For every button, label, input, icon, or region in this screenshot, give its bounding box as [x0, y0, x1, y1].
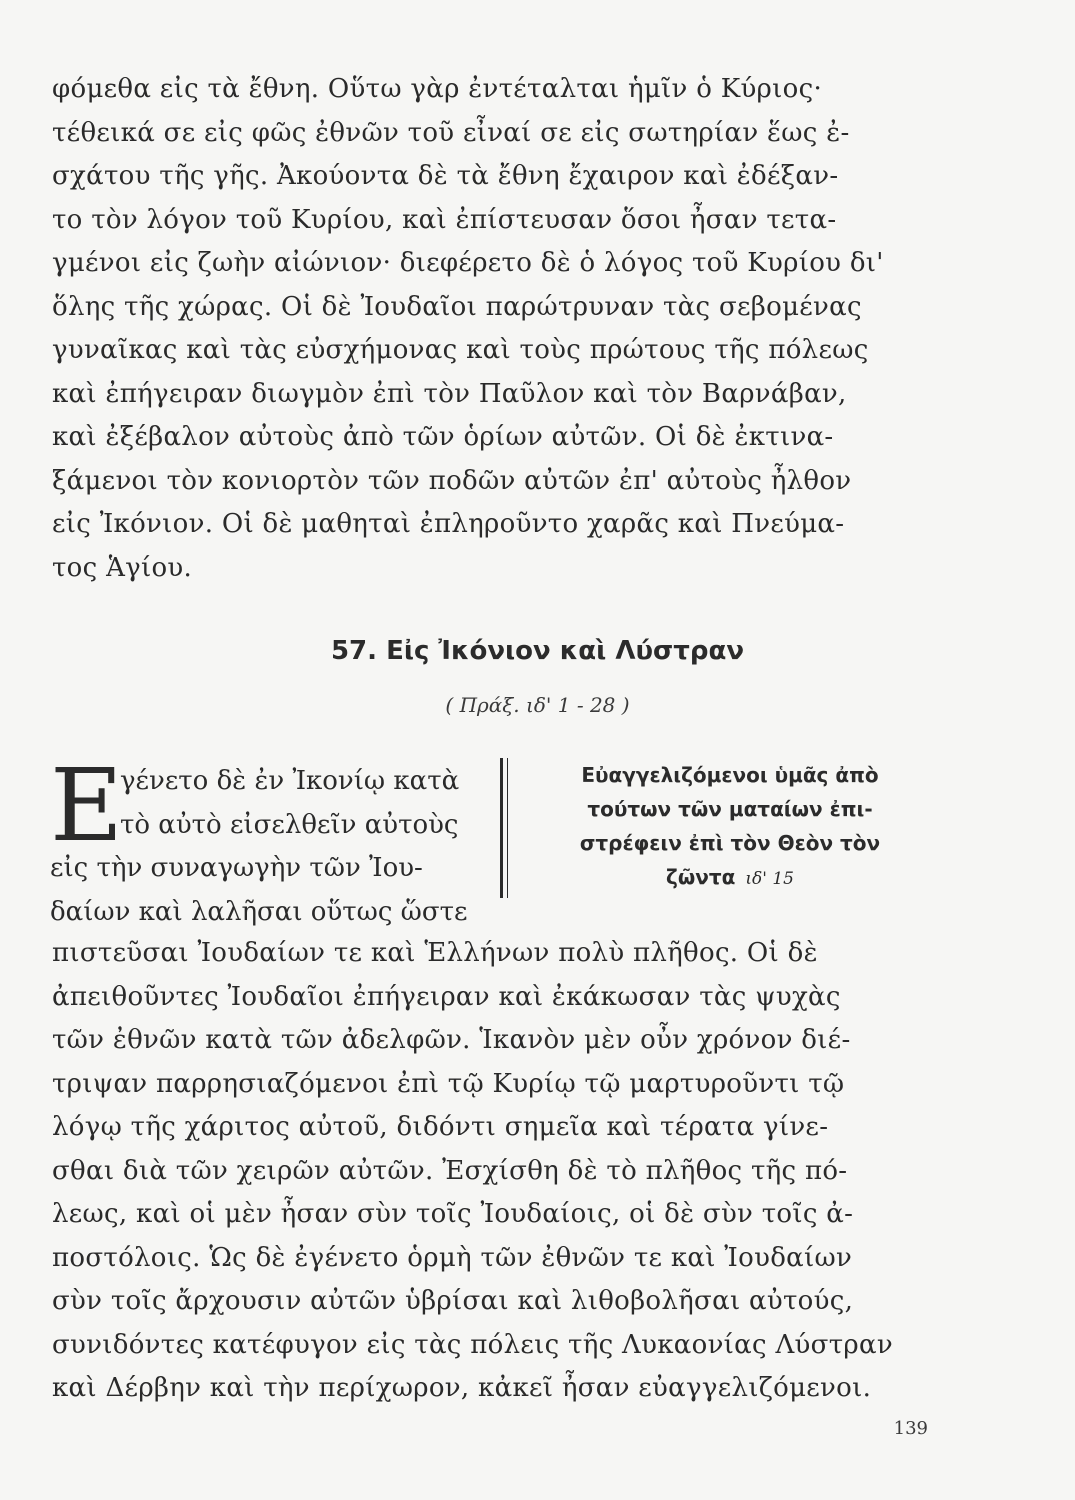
text-line: δαίων καὶ λαλῆσαι οὕτως ὥστε	[50, 896, 468, 927]
vertical-rule-thin	[507, 758, 508, 898]
text-line: ἀπειθοῦντες Ἰουδαῖοι ἐπήγειραν καὶ ἐκάκωσαν τὰς ψυχὰς	[52, 981, 841, 1012]
text-line: λόγῳ τῆς χάριτος αὐτοῦ, διδόντι σημεῖα καὶ τέρατα γίνε-	[52, 1112, 829, 1142]
quote-line-last	[540, 860, 920, 896]
text-line: καὶ ἐπήγειραν διωγμὸν ἐπὶ τὸν Παῦλον καὶ τὸν Βαρνάβαν,	[52, 378, 847, 409]
text-line: σθαι διὰ τῶν χειρῶν αὐτῶν. Ἐσχίσθη δὲ τὸ πλῆθος τῆς πό-	[52, 1155, 848, 1186]
quote-line: Εὐαγγελιζόμενοι ὑμᾶς ἀπὸ	[581, 763, 879, 787]
vertical-rule	[500, 758, 503, 898]
text-line: ποστόλοις. Ὡς δὲ ἐγένετο ὁρμὴ τῶν ἐθνῶν τε καὶ Ἰουδαίων	[52, 1242, 853, 1273]
text-line: καὶ ἐξέβαλον αὐτοὺς ἀπὸ τῶν ὁρίων αὐτῶν. Οἱ δὲ ἐκτινα-	[52, 422, 834, 452]
text-line: φόμεθα εἰς τὰ ἔθνη. Οὕτω γὰρ ἐντέταλται ἡμῖν ὁ Κύριος·	[52, 74, 823, 104]
text-line: γυναῖκας καὶ τὰς εὐσχήμονας καὶ τοὺς πρώτους τῆς πόλεως	[52, 335, 869, 365]
sidebar-quote-text	[540, 758, 920, 896]
text-line: το τὸν λόγον τοῦ Κυρίου, καὶ ἐπίστευσαν ὅσοι ἦσαν τετα-	[52, 204, 837, 235]
text-line: γμένοι εἰς ζωὴν αἰώνιον· διεφέρετο δὲ ὁ λόγος τοῦ Κυρίου δι'	[52, 248, 884, 278]
text-line: εἰς τὴν συναγωγὴν τῶν Ἰου-	[50, 853, 423, 883]
top-paragraph	[52, 68, 932, 590]
text-line: τριψαν παρρησιαζόμενοι ἐπὶ τῷ Κυρίῳ τῷ μαρτυροῦντι τῷ	[52, 1068, 845, 1099]
text-line: λεως, καὶ οἱ μὲν ἦσαν σὺν τοῖς Ἰουδαίοις, οἱ δὲ σὺν τοῖς ἀ-	[52, 1199, 854, 1229]
quote-line: στρέφειν ἐπὶ τὸν Θεὸν τὸν	[579, 831, 881, 855]
text-line: τῶν ἐθνῶν κατὰ τῶν ἀδελφῶν. Ἱκανὸν μὲν οὖν χρόνον διέ-	[52, 1025, 851, 1055]
bottom-paragraph	[52, 932, 932, 1411]
dropcap-paragraph	[50, 747, 490, 934]
dropcap-letter: Ε	[50, 747, 123, 864]
text-line: τὸ αὐτὸ εἰσελθεῖν αὐτοὺς	[120, 809, 459, 840]
text-line: σὺν τοῖς ἄρχουσιν αὐτῶν ὑβρίσαι καὶ λιθοβολῆσαι αὐτούς,	[52, 1286, 854, 1316]
text-line: ξάμενοι τὸν κονιορτὸν τῶν ποδῶν αὐτῶν ἐπ' αὐτοὺς ἦλθον	[52, 465, 852, 496]
text-line: ὅλης τῆς χώρας. Οἱ δὲ Ἰουδαῖοι παρώτρυναν τὰς σεβομένας	[52, 291, 862, 322]
section-reference: ( Πράξ. ιδ' 1 - 28 )	[445, 693, 630, 717]
text-line: γένετο δὲ ἐν Ἰκονίῳ κατὰ	[120, 766, 460, 796]
text-line: σχάτου τῆς γῆς. Ἀκούοντα δὲ τὰ ἔθνη ἔχαιρον καὶ ἐδέξαν-	[52, 161, 839, 191]
text-line: συνιδόντες κατέφυγον εἰς τὰς πόλεις τῆς Λυκαονίας Λύστραν	[52, 1329, 893, 1360]
quote-reference: ιδ' 15	[745, 869, 794, 889]
text-line: καὶ Δέρβην καὶ τὴν περίχωρον, κἀκεῖ ἦσαν εὐαγγελιζόμενοι.	[52, 1373, 872, 1403]
text-line: πιστεῦσαι Ἰουδαίων τε καὶ Ἑλλήνων πολὺ πλῆθος. Οἱ δὲ	[52, 938, 818, 968]
sidebar-quote	[500, 758, 920, 908]
text-line: τέθεικά σε εἰς φῶς ἐθνῶν τοῦ εἶναί σε εἰς σωτηρίαν ἕως ἐ-	[52, 117, 850, 148]
page-number: 139	[893, 1418, 928, 1439]
section-title: 57. Εἰς Ἰκόνιον καὶ Λύστραν	[330, 636, 745, 666]
quote-line: τούτων τῶν ματαίων ἐπι-	[587, 797, 873, 821]
quote-line: ζῶντα	[666, 865, 736, 889]
text-line: τος Ἁγίου.	[52, 552, 193, 583]
text-line: εἰς Ἰκόνιον. Οἱ δὲ μαθηταὶ ἐπληροῦντο χαρᾶς καὶ Πνεύμα-	[52, 509, 845, 539]
